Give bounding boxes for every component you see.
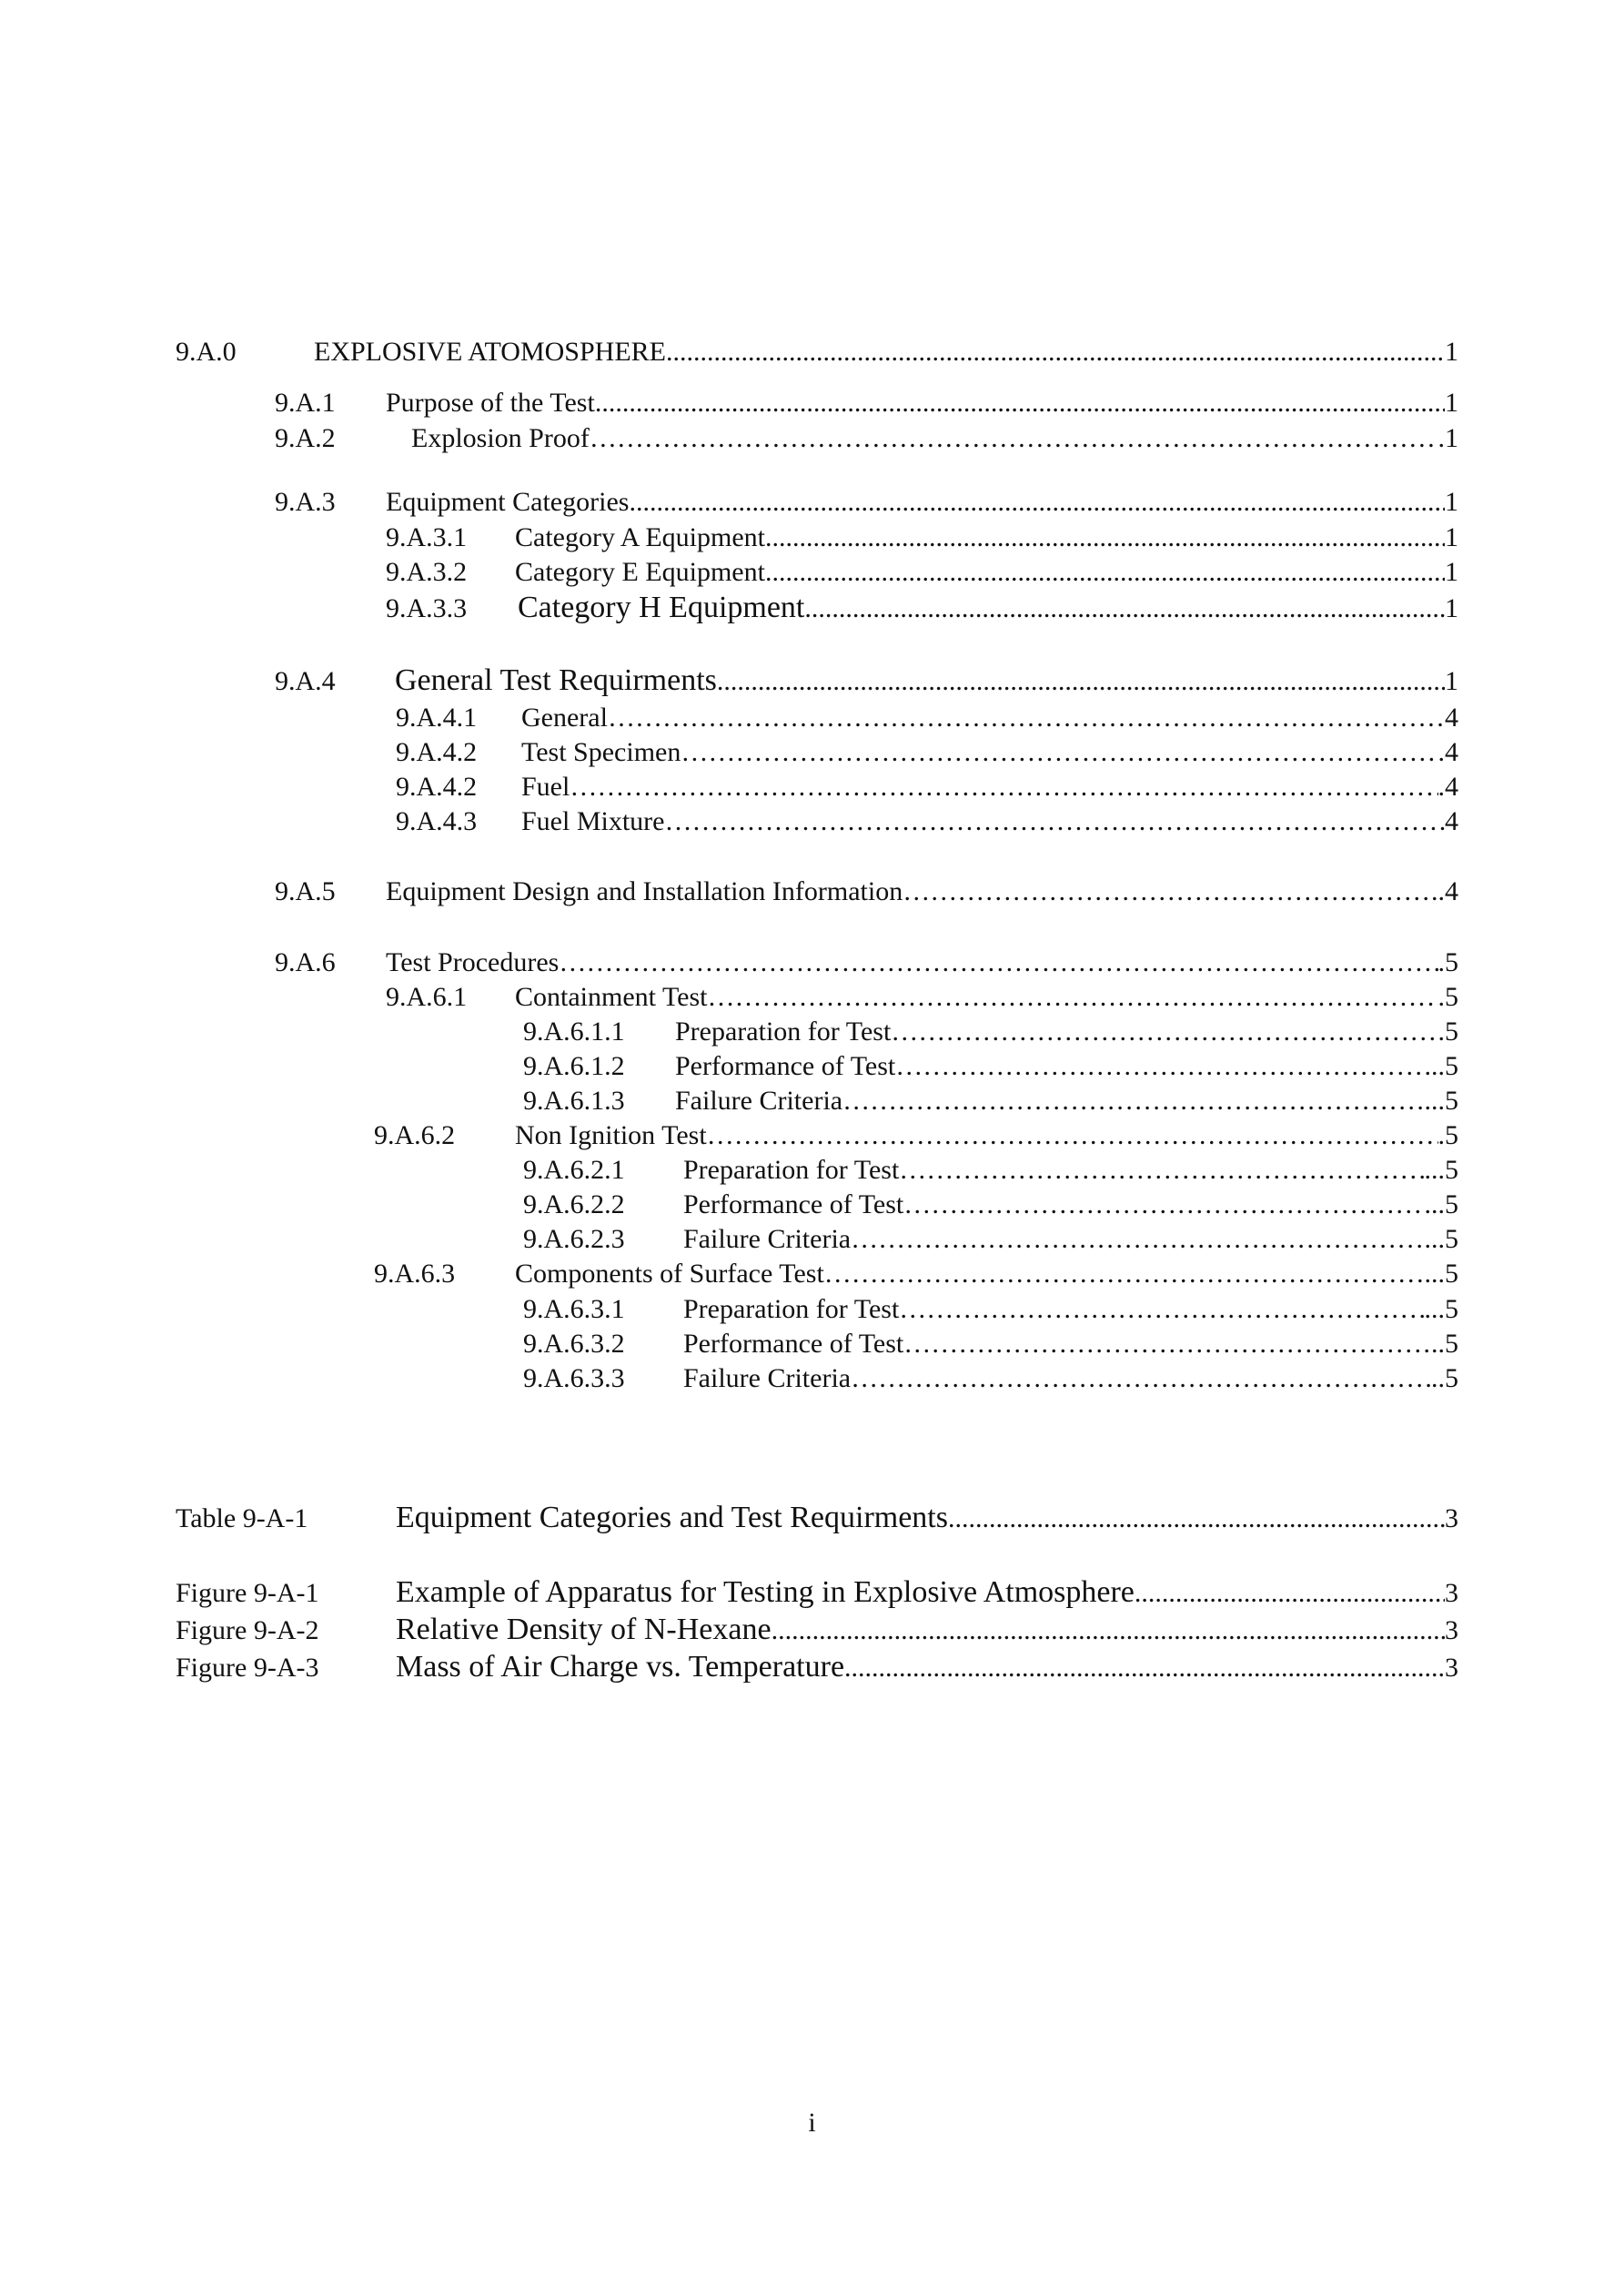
toc-title: Equipment Categories	[386, 487, 630, 517]
figure-title: Example of Apparatus for Testing in Explosive Atmosphere	[396, 1575, 1135, 1609]
toc-page: ..4	[1431, 876, 1458, 906]
toc-number: 9.A.6.1.1	[523, 1017, 625, 1047]
ellipsis-leader	[851, 1226, 1424, 1253]
toc-page: ...5	[1424, 1224, 1458, 1254]
toc-number: 9.A.6.3	[374, 1259, 456, 1289]
toc-entry-9-a-6-1-3[interactable]	[523, 1087, 1458, 1115]
ellipsis-leader	[891, 1018, 1437, 1046]
toc-page: ..5	[1431, 1363, 1458, 1393]
toc-number: 9.A.6.1.2	[523, 1051, 625, 1081]
ellipsis-leader	[851, 1365, 1431, 1392]
toc-entry-9-a-6-2-3[interactable]	[523, 1226, 1458, 1253]
toc-page: 1	[1445, 557, 1458, 587]
toc-number: 9.A.6.2.3	[523, 1224, 625, 1254]
toc-entry-9-a-6-1[interactable]	[386, 984, 1458, 1011]
toc-entry-9-a-3[interactable]	[275, 489, 1458, 516]
figure-list-entry-9-a-2[interactable]	[176, 1614, 1458, 1645]
toc-number: 9.A.2	[275, 423, 336, 453]
toc-entry-9-a-4-3[interactable]	[396, 808, 1458, 835]
ellipsis-leader	[665, 808, 1446, 835]
ellipsis-leader	[708, 984, 1438, 1011]
toc-entry-9-a-6-3-2[interactable]	[523, 1330, 1458, 1358]
toc-number: 9.A.0	[176, 337, 237, 367]
figure-number: Figure 9-A-1	[176, 1578, 319, 1608]
ellipsis-leader	[903, 1330, 1431, 1358]
dot-leader	[772, 1617, 1445, 1644]
toc-page: 1	[1445, 522, 1458, 552]
ellipsis-leader	[608, 704, 1445, 732]
toc-title: Preparation for Test	[675, 1017, 892, 1047]
dot-leader	[948, 1505, 1445, 1532]
figure-list-entry-9-a-3[interactable]	[176, 1652, 1458, 1683]
toc-number: 9.A.6.2.1	[523, 1155, 625, 1185]
figure-page: 3	[1445, 1578, 1458, 1608]
toc-page: 4	[1445, 703, 1458, 733]
table-number: Table 9-A-1	[176, 1503, 308, 1533]
toc-title: Failure Criteria	[683, 1224, 852, 1254]
toc-entry-9-a-4-2-fuel[interactable]	[396, 774, 1458, 801]
toc-title: Components of Surface Test	[515, 1259, 824, 1289]
dot-leader	[666, 339, 1445, 366]
toc-number: 9.A.3.3	[386, 593, 468, 623]
toc-entry-9-a-6[interactable]	[275, 949, 1458, 976]
dot-leader	[629, 489, 1445, 516]
toc-page: 4	[1445, 806, 1458, 836]
toc-page: ...5	[1424, 1259, 1458, 1289]
toc-title: General Test Requirments	[395, 663, 717, 697]
toc-page: ...5	[1424, 1294, 1458, 1324]
toc-number: 9.A.3	[275, 487, 336, 517]
ellipsis-leader	[903, 1191, 1424, 1219]
toc-number: 9.A.4.2	[396, 772, 478, 802]
ellipsis-leader	[559, 949, 1437, 976]
toc-page: .4	[1437, 772, 1458, 802]
table-page: 3	[1445, 1503, 1458, 1533]
toc-title: Performance of Test	[683, 1189, 904, 1219]
toc-number: 9.A.6	[275, 947, 336, 977]
toc-title: Failure Criteria	[675, 1086, 843, 1116]
dot-leader	[1135, 1580, 1445, 1607]
toc-number: 9.A.6.3.3	[523, 1363, 625, 1393]
figure-title: Mass of Air Charge vs. Temperature	[396, 1650, 845, 1684]
toc-number: 9.A.4	[275, 666, 336, 696]
dot-leader	[844, 1654, 1445, 1682]
toc-entry-9-a-6-3-3[interactable]	[523, 1365, 1458, 1392]
figure-number: Figure 9-A-3	[176, 1653, 319, 1683]
figure-page: 3	[1445, 1615, 1458, 1645]
ellipsis-leader	[590, 425, 1438, 452]
figure-list-entry-9-a-1[interactable]	[176, 1577, 1458, 1608]
toc-number: 9.A.5	[275, 876, 336, 906]
dot-leader	[595, 389, 1445, 417]
figure-page: 3	[1445, 1653, 1458, 1683]
toc-entry-9-a-6-1-1[interactable]	[523, 1018, 1458, 1046]
dot-leader	[765, 559, 1445, 586]
toc-entry-9-a-6-3-1[interactable]	[523, 1296, 1458, 1323]
toc-number: 9.A.1	[275, 388, 336, 418]
toc-number: 9.A.4.3	[396, 806, 478, 836]
toc-number: 9.A.6.1.3	[523, 1086, 625, 1116]
toc-number: 9.A.4.2	[396, 737, 478, 767]
toc-page: .5	[1437, 947, 1458, 977]
toc-title: Category E Equipment	[515, 557, 765, 587]
toc-title: EXPLOSIVE ATOMOSPHERE	[314, 337, 666, 367]
toc-title: Containment Test	[515, 982, 708, 1012]
toc-title: Category A Equipment	[515, 522, 765, 552]
toc-title: Fuel	[521, 772, 570, 802]
toc-title: Non Ignition Test	[515, 1120, 707, 1150]
toc-title: General	[521, 703, 608, 733]
toc-page: ...5	[1424, 1051, 1458, 1081]
ellipsis-leader	[903, 878, 1431, 905]
toc-entry-9-a-1[interactable]	[275, 389, 1458, 417]
ellipsis-leader	[899, 1296, 1424, 1323]
ellipsis-leader	[824, 1260, 1425, 1288]
toc-entry-9-a-3-3[interactable]	[386, 592, 1458, 623]
toc-page: ...5	[1424, 1189, 1458, 1219]
toc-page: ...5	[1424, 1155, 1458, 1185]
toc-page: .4	[1437, 737, 1458, 767]
toc-number: 9.A.6.2	[374, 1120, 456, 1150]
toc-page: .5	[1437, 1017, 1458, 1047]
ellipsis-leader	[899, 1157, 1424, 1184]
dot-leader	[717, 668, 1445, 695]
toc-number: 9.A.3.2	[386, 557, 468, 587]
toc-page: 1	[1445, 487, 1458, 517]
toc-entry-9-a-6-2[interactable]	[374, 1122, 1458, 1149]
toc-title: Failure Criteria	[683, 1363, 852, 1393]
toc-number: 9.A.4.1	[396, 703, 478, 733]
toc-page: 1	[1445, 666, 1458, 696]
toc-title: Test Procedures	[386, 947, 560, 977]
page-number-footer: i	[808, 2108, 816, 2138]
toc-title: Preparation for Test	[683, 1294, 900, 1324]
toc-page: ..5	[1431, 1329, 1458, 1359]
toc-page: .5	[1437, 1120, 1458, 1150]
toc-entry-9-a-6-2-1[interactable]	[523, 1157, 1458, 1184]
dot-leader	[804, 595, 1445, 622]
toc-page: ...5	[1424, 1086, 1458, 1116]
ellipsis-leader	[707, 1122, 1438, 1149]
toc-entry-9-a-4[interactable]	[275, 665, 1458, 696]
dot-leader	[765, 524, 1445, 551]
toc-entry-9-a-6-1-2[interactable]	[523, 1053, 1458, 1080]
table-list-entry-9-a-1[interactable]	[176, 1502, 1458, 1533]
toc-number: 9.A.6.3.1	[523, 1294, 625, 1324]
toc-entry-9-a-5[interactable]	[275, 878, 1458, 905]
toc-number: 9.A.6.2.2	[523, 1189, 625, 1219]
toc-entry-9-a-0[interactable]	[176, 339, 1458, 366]
ellipsis-leader	[570, 774, 1437, 801]
toc-entry-9-a-3-2[interactable]	[386, 559, 1458, 586]
toc-number: 9.A.6.1	[386, 982, 468, 1012]
toc-page: .5	[1437, 982, 1458, 1012]
toc-title: Test Specimen	[521, 737, 681, 767]
toc-title: Fuel Mixture	[521, 806, 665, 836]
toc-entry-9-a-6-3[interactable]	[374, 1260, 1458, 1288]
table-title: Equipment Categories and Test Requirments	[396, 1501, 948, 1534]
toc-entry-9-a-2[interactable]	[275, 425, 1458, 452]
toc-page: 1	[1445, 388, 1458, 418]
figure-number: Figure 9-A-2	[176, 1615, 319, 1645]
toc-page: .1	[1437, 423, 1458, 453]
toc-title: Explosion Proof	[411, 423, 590, 453]
toc-entry-9-a-4-1[interactable]	[396, 704, 1458, 732]
toc-title: Performance of Test	[675, 1051, 896, 1081]
toc-entry-9-a-6-2-2[interactable]	[523, 1191, 1458, 1219]
toc-entry-9-a-3-1[interactable]	[386, 524, 1458, 551]
figure-title: Relative Density of N-Hexane	[396, 1613, 772, 1646]
toc-title: Performance of Test	[683, 1329, 904, 1359]
toc-page: 1	[1445, 593, 1458, 623]
ellipsis-leader	[681, 739, 1437, 766]
ellipsis-leader	[842, 1087, 1424, 1115]
toc-entry-9-a-4-2[interactable]	[396, 739, 1458, 766]
toc-title: Equipment Design and Installation Information	[386, 876, 903, 906]
toc-title: Category H Equipment	[518, 591, 805, 624]
toc-number: 9.A.6.3.2	[523, 1329, 625, 1359]
toc-page: 1	[1445, 337, 1458, 367]
toc-title: Purpose of the Test	[386, 388, 595, 418]
toc-title: Preparation for Test	[683, 1155, 900, 1185]
ellipsis-leader	[895, 1053, 1424, 1080]
toc-number: 9.A.3.1	[386, 522, 468, 552]
